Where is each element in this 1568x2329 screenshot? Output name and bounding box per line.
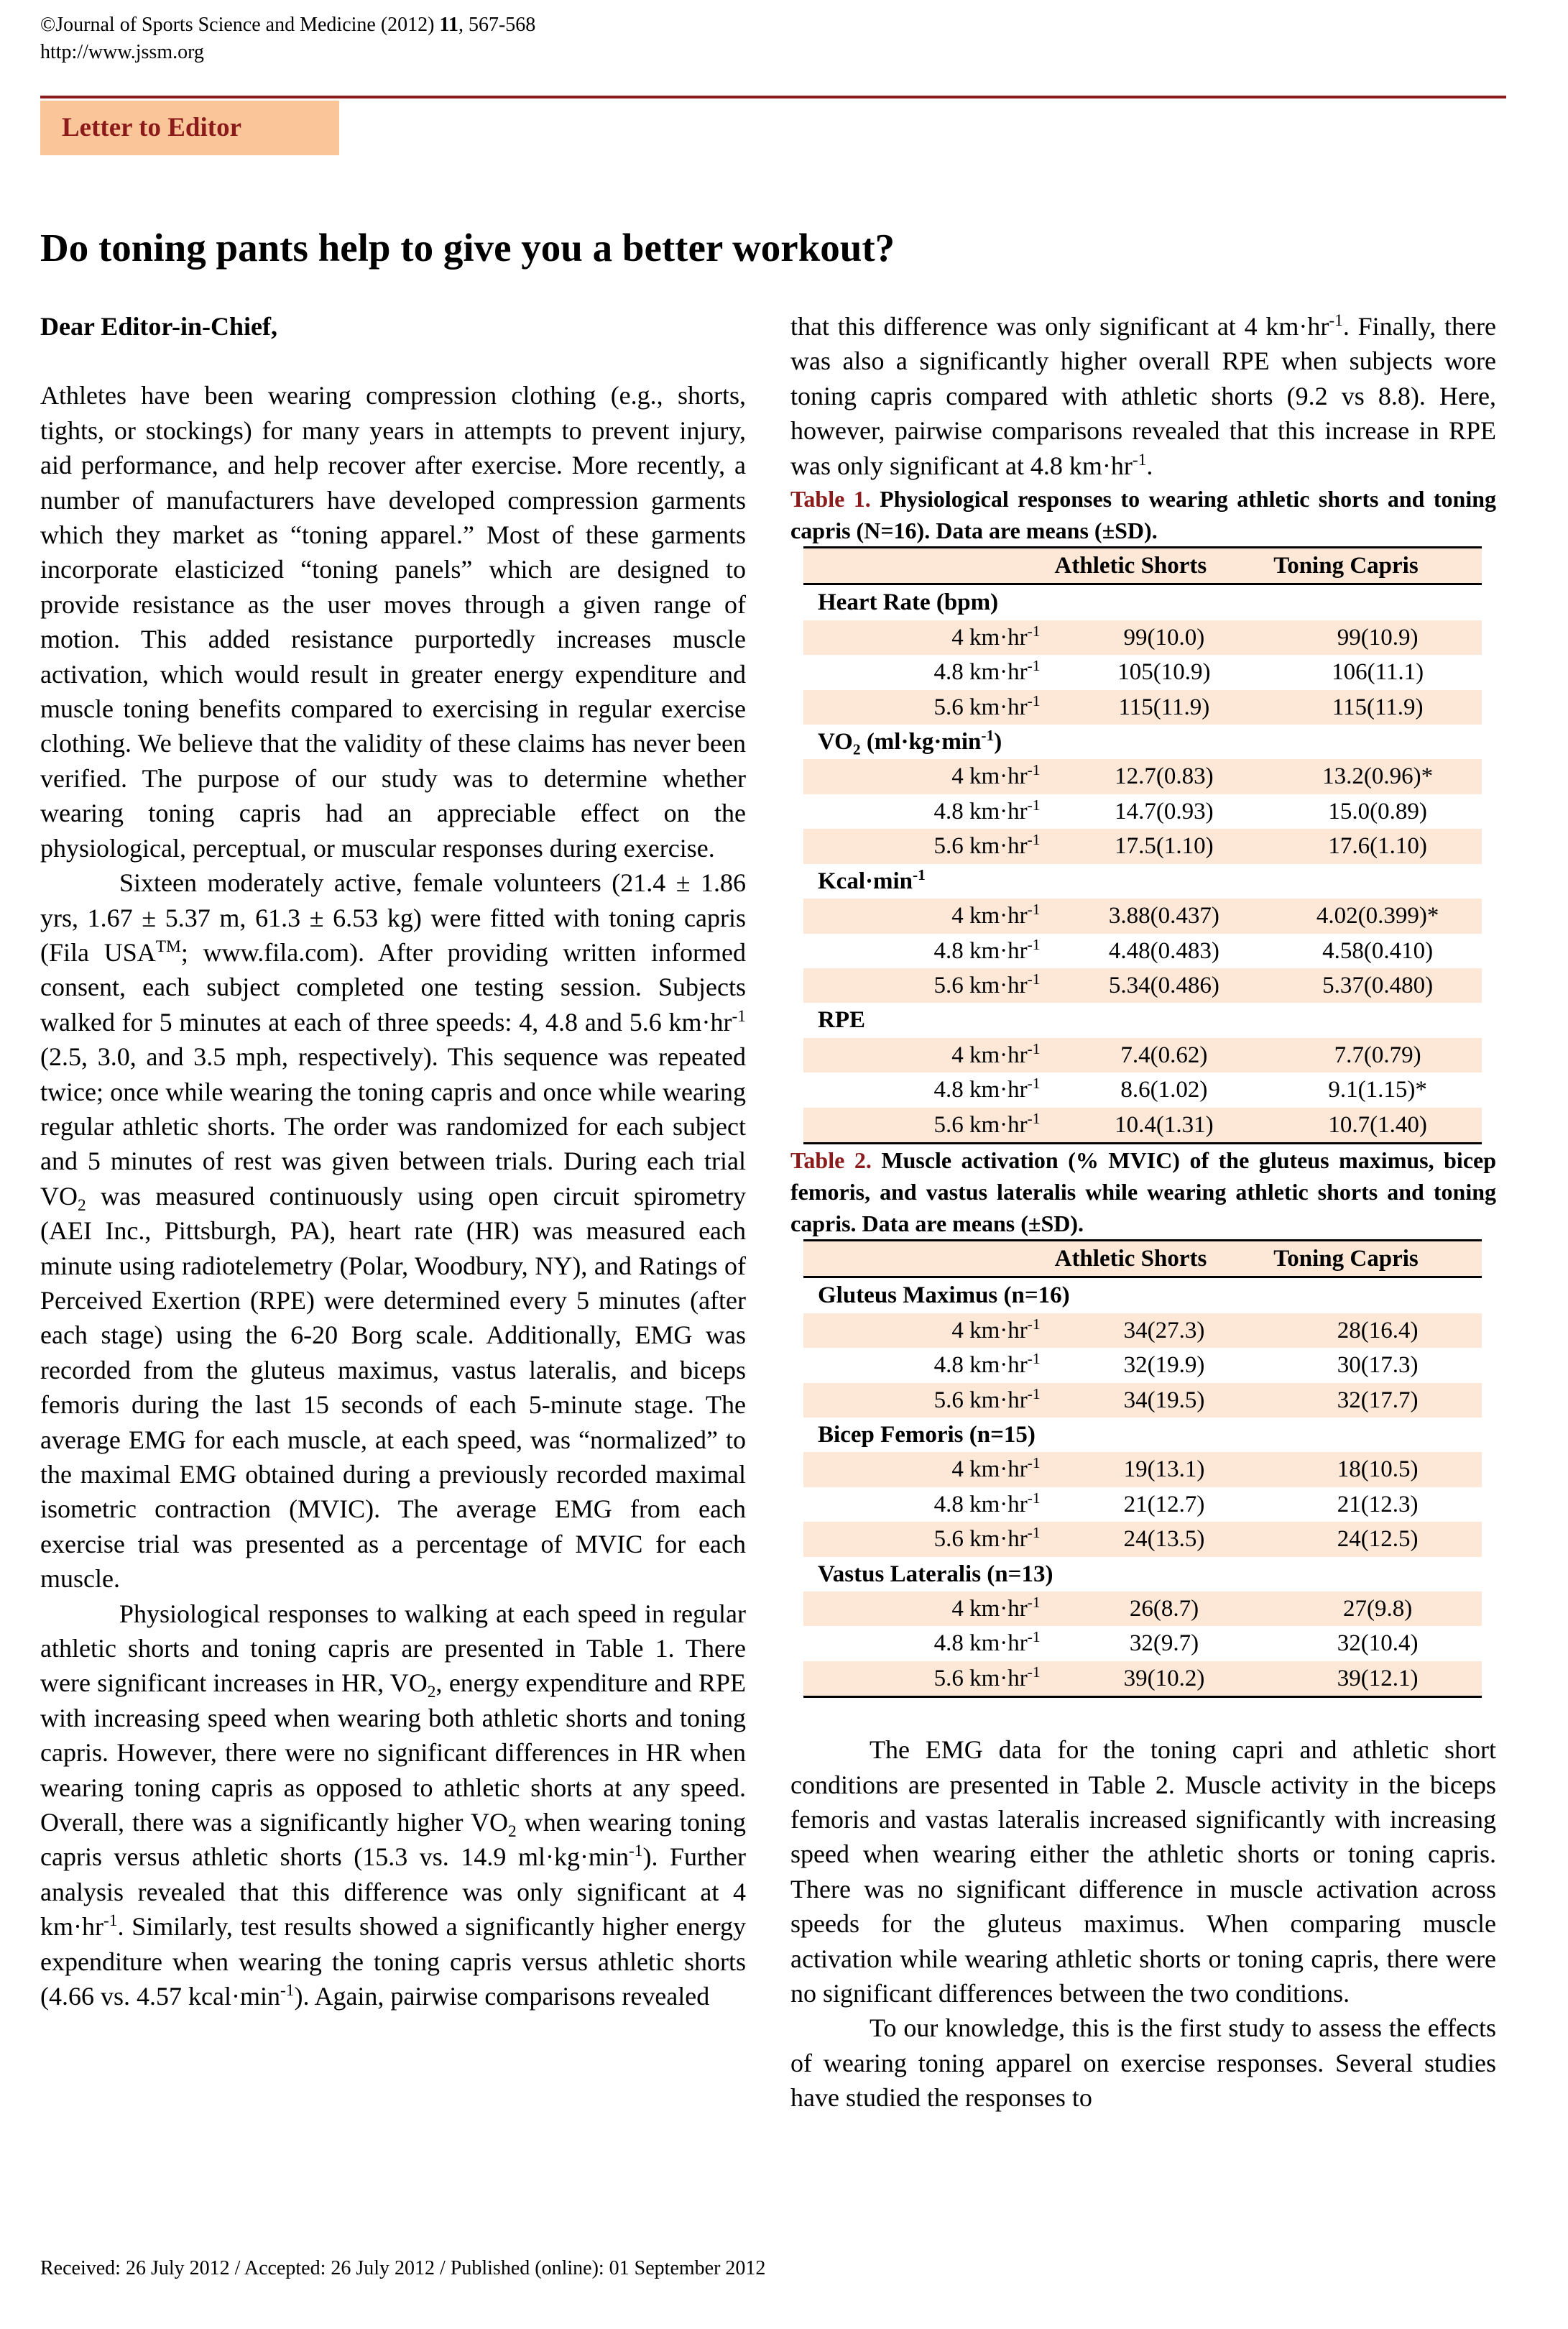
paragraph-results: Physiological responses to walking at each speed in regular athletic shorts and toning capris are presented in Table 1. There were significant increases in HR, $VO_2$, energy expenditure and RPE with increasing speed when wearing both athletic shorts and toning capris. However, there were no significant differences in HR when wearing toning capris as opposed to athletic shorts at any speed. Overall, there was a significantly higher $VO_2$ when wearing toning capris versus athletic shorts (15.3 vs. 14.9 $ml\cdot kg\cdot\min^{-1}$). Further analysis revealed that this difference was only significant at 4 $km\cdot hr^{-1}$. Similarly, test results showed a significantly higher energy expenditure when wearing the toning capris versus athletic shorts (4.66 vs. 4.57 $kcal\cdot\min^{-1}$). Again, pairwise comparisons revealed xyxy=(40,1599,747,2011)
speed-cell: 5.6 $km\cdot hr^{-1}$ xyxy=(803,1522,1055,1556)
table1-table-row xyxy=(803,759,1482,794)
toning-capris-cell: 27(9.8) xyxy=(1273,1591,1482,1626)
table1-group-label: RPE xyxy=(818,1007,865,1034)
toning-capris-cell: 32(17.7) xyxy=(1273,1383,1482,1418)
paragraph-discussion: To our knowledge, this is the first study to assess the effects of wearing toning apparel on exercise responses. Several studies have studied the responses to xyxy=(790,2013,1496,2113)
speed-cell: 4.8 $km\cdot hr^{-1}$ xyxy=(933,1075,1041,1103)
toning-capris-cell: 18(10.5) xyxy=(1273,1452,1482,1487)
table2-table-row xyxy=(803,1591,1482,1626)
table2-table-row xyxy=(803,1313,1482,1348)
table1-table-row xyxy=(803,1038,1482,1072)
toning-capris-cell: 15.0(0.89) xyxy=(1328,798,1427,824)
table2-table-row xyxy=(803,1452,1482,1487)
athletic-shorts-cell: 105(10.9) xyxy=(1117,659,1211,686)
speed-cell: 4.8 $km\cdot hr^{-1}$ xyxy=(933,796,1041,824)
athletic-shorts-cell: 4.48(0.483) xyxy=(1108,937,1219,964)
athletic-shorts-cell: 26(8.7) xyxy=(1055,1591,1274,1626)
table1-label: Table 1. xyxy=(790,486,871,513)
toning-capris-cell: 9.1(1.15)* xyxy=(1328,1077,1427,1103)
table1-table-row xyxy=(803,655,1482,689)
table1-caption-text: Physiological responses to wearing athletic shorts and toning capris (N=16). Data are means (±SD). xyxy=(790,486,1497,544)
table1-table-row xyxy=(803,829,1482,863)
speed-cell: 5.6 $km\cdot hr^{-1}$ xyxy=(803,968,1055,1003)
toning-capris-cell: 99(10.9) xyxy=(1273,620,1482,655)
table1-group-label: $Kcal\cdot\min^{-1}$ xyxy=(818,865,926,894)
table2-table-row xyxy=(803,1383,1482,1418)
article-title: Do toning pants help to give you a better workout? xyxy=(40,226,895,270)
salutation: Dear Editor-in-Chief, xyxy=(40,312,277,341)
paragraph-emg: The EMG data for the toning capri and athletic short conditions are presented in Table 2. Muscle activity in the biceps femoris and vastas lateralis increased significantly with increasing speed when wearing either the athletic shorts or toning capris. There was no significant difference in muscle activation across speeds for the gluteus maximus. When comparing muscle activation while wearing athletic shorts or toning capris, there were no significant differences between the two conditions. xyxy=(790,1735,1496,2008)
speed-cell: 5.6 $km\cdot hr^{-1}$ xyxy=(803,1383,1055,1418)
speed-cell: 4.8 $km\cdot hr^{-1}$ xyxy=(933,935,1041,964)
table1-group-row xyxy=(803,864,1482,899)
athletic-shorts-cell: 34(27.3) xyxy=(1055,1313,1274,1348)
table1-table-row xyxy=(803,794,1482,829)
speed-cell: 4 $km\cdot hr^{-1}$ xyxy=(803,620,1055,655)
speed-cell: 5.6 $km\cdot hr^{-1}$ xyxy=(803,1661,1055,1697)
header-rule xyxy=(40,96,1506,98)
speed-cell: 4 $km\cdot hr^{-1}$ xyxy=(803,899,1055,933)
table2-label: Table 2. xyxy=(790,1147,872,1173)
toning-capris-cell: 17.6(1.10) xyxy=(1273,829,1482,863)
table1-table-row xyxy=(803,620,1482,655)
athletic-shorts-cell: 19(13.1) xyxy=(1055,1452,1274,1487)
speed-cell: 4 $km\cdot hr^{-1}$ xyxy=(803,1313,1055,1348)
athletic-shorts-cell: 21(12.7) xyxy=(1123,1491,1205,1517)
table2-caption xyxy=(790,1144,1496,1239)
speed-cell: 4 $km\cdot hr^{-1}$ xyxy=(803,1038,1055,1072)
table2-group-row xyxy=(803,1277,1482,1313)
athletic-shorts-cell: 34(19.5) xyxy=(1055,1383,1274,1418)
journal-header xyxy=(40,12,535,66)
paragraph-intro: Athletes have been wearing compression clothing (e.g., shorts, tights, or stockings) for many years in attempts to prevent injury, aid performance, and help recover after exercise. More recently, a number of manufacturers have developed compression garments which they market as “toning apparel.” Most of these garments incorporate elasticized “toning panels” which are designed to provide resistance as the user moves through a given range of motion. This added resistance purportedly increases muscle activation, which would result in greater energy expenditure and muscle toning benefits compared to exercising in regular exercise clothing. We believe that the validity of these claims has never been verified. The purpose of our study was to determine whether wearing toning capris had an appreciable effect on the physiological, perceptual, or muscular responses during exercise. xyxy=(40,381,746,863)
journal-citation: ©Journal of Sports Science and Medicine (2012) 11, 567-568 xyxy=(40,14,536,36)
toning-capris-cell: 115(11.9) xyxy=(1273,690,1482,725)
table2-table-row xyxy=(803,1626,1482,1660)
speed-cell: 5.6 $km\cdot hr^{-1}$ xyxy=(803,1108,1055,1144)
athletic-shorts-cell: 7.4(0.62) xyxy=(1055,1038,1274,1072)
athletic-shorts-cell: 3.88(0.437) xyxy=(1055,899,1274,933)
athletic-shorts-cell: 24(13.5) xyxy=(1055,1522,1274,1556)
speed-cell: 4.8 $km\cdot hr^{-1}$ xyxy=(933,1489,1041,1517)
speed-cell: 4 $km\cdot hr^{-1}$ xyxy=(803,759,1055,794)
toning-capris-cell: 4.02(0.399)* xyxy=(1273,899,1482,933)
table2-group-label: Vastus Lateralis (n=13) xyxy=(818,1561,1053,1587)
toning-capris-cell: 13.2(0.96)* xyxy=(1273,759,1482,794)
athletic-shorts-cell: 10.4(1.31) xyxy=(1055,1108,1274,1144)
athletic-shorts-cell: 32(9.7) xyxy=(1129,1630,1199,1657)
athletic-shorts-cell: 99(10.0) xyxy=(1055,620,1274,655)
toning-capris-cell: 5.37(0.480) xyxy=(1273,968,1482,1003)
speed-cell: 4.8 $km\cdot hr^{-1}$ xyxy=(933,1628,1041,1657)
toning-capris-cell: 10.7(1.40) xyxy=(1273,1108,1482,1144)
table1-group-label: Heart Rate (bpm) xyxy=(818,589,999,616)
table1 xyxy=(803,546,1482,1144)
toning-capris-cell: 106(11.1) xyxy=(1332,659,1424,686)
toning-capris-cell: 4.58(0.410) xyxy=(1322,937,1434,964)
table1-table-row xyxy=(803,899,1482,933)
toning-capris-cell: 24(12.5) xyxy=(1273,1522,1482,1556)
table2-caption-text: Muscle activation (% MVIC) of the gluteus maximus, bicep femoris, and vastus lateralis while wearing athletic shorts and toning capris. Data are means (±SD). xyxy=(790,1147,1497,1236)
table1-group-label: $VO_2$ $(ml\cdot kg\cdot\min^{-1})$ xyxy=(818,727,1002,758)
footer-dates: Received: 26 July 2012 / Accepted: 26 July 2012 / Published (online): 01 September 2012 xyxy=(40,2257,766,2279)
speed-cell: 4 $km\cdot hr^{-1}$ xyxy=(803,1452,1055,1487)
table1-caption xyxy=(790,483,1496,546)
table1-table-row xyxy=(803,968,1482,1003)
table1-table-row xyxy=(803,690,1482,725)
athletic-shorts-cell: 14.7(0.93) xyxy=(1115,798,1214,824)
table1-col-header-1: Athletic Shorts xyxy=(1055,548,1274,584)
table1-group-row xyxy=(803,584,1482,620)
table2-col-header-2: Toning Capris xyxy=(1273,1240,1482,1277)
athletic-shorts-cell: 8.6(1.02) xyxy=(1120,1077,1208,1103)
table1-group-row xyxy=(803,725,1482,759)
toning-capris-cell: 32(10.4) xyxy=(1337,1630,1419,1657)
table2-group-label: Bicep Femoris (n=15) xyxy=(818,1421,1036,1448)
journal-url[interactable]: http://www.jssm.org xyxy=(40,41,204,63)
table1-table-row xyxy=(803,1108,1482,1144)
table2-col-header-1: Athletic Shorts xyxy=(1055,1240,1274,1277)
table2-group-label: Gluteus Maximus (n=16) xyxy=(818,1282,1070,1309)
speed-cell: 5.6 $km\cdot hr^{-1}$ xyxy=(803,690,1055,725)
toning-capris-cell: 7.7(0.79) xyxy=(1273,1038,1482,1072)
speed-cell: 4.8 $km\cdot hr^{-1}$ xyxy=(933,1350,1041,1379)
table2-table-row xyxy=(803,1348,1482,1382)
athletic-shorts-cell: 5.34(0.486) xyxy=(1055,968,1274,1003)
toning-capris-cell: 30(17.3) xyxy=(1337,1352,1419,1379)
paragraph-methods: Sixteen moderately active, female volunteers (21.4 ± 1.86 yrs, 1.67 ± 5.37 m, 61.3 ± 6.53 kg) were fitted with toning capris (Fila USA™; www.fila.com). After providing written informed consent, each subject completed one testing session. Subjects walked for 5 minutes at each of three speeds: 4, 4.8 and 5.6 $km\cdot hr^{-1}$ (2.5, 3.0, and 3.5 mph, respectively). This sequence was repeated twice; once while wearing the toning capris and once while wearing regular athletic shorts. The order was randomized for each subject and 5 minutes of rest was given between trials. During each trial $VO_2$ was measured continuously using open circuit spirometry (AEI Inc., Pittsburgh, PA), heart rate (HR) was measured each minute using radiotelemetry (Polar, Woodbury, NY), and Ratings of Perceived Exertion (RPE) were determined every 5 minutes (after each stage) using the 6-20 Borg scale. Additionally, EMG was recorded from the gluteus maximus, vastus lateralis, and biceps femoris during the last 15 seconds of each 5-minute stage. The average EMG for each muscle, at each speed, was “normalized” to the maximal EMG obtained during a previously recorded maximal isometric contraction (MVIC). The average EMG from each exercise trial was presented as a percentage of MVIC for each muscle. xyxy=(40,868,746,1594)
athletic-shorts-cell: 39(10.2) xyxy=(1055,1661,1274,1697)
table1-table-row xyxy=(803,934,1482,968)
athletic-shorts-cell: 12.7(0.83) xyxy=(1055,759,1274,794)
table2-table-row xyxy=(803,1661,1482,1697)
athletic-shorts-cell: 32(19.9) xyxy=(1123,1352,1205,1379)
athletic-shorts-cell: 115(11.9) xyxy=(1055,690,1274,725)
speed-cell: 4.8 $km\cdot hr^{-1}$ xyxy=(933,657,1041,686)
athletic-shorts-cell: 17.5(1.10) xyxy=(1055,829,1274,863)
table2-table-row xyxy=(803,1487,1482,1522)
table1-col-header-2: Toning Capris xyxy=(1273,548,1482,584)
table1-group-row xyxy=(803,1003,1482,1037)
section-tag: Letter to Editor xyxy=(40,101,339,155)
speed-cell: 5.6 $km\cdot hr^{-1}$ xyxy=(803,829,1055,863)
table1-col-header-0 xyxy=(803,548,1055,584)
table2-table-row xyxy=(803,1522,1482,1556)
toning-capris-cell: 39(12.1) xyxy=(1273,1661,1482,1697)
speed-cell: 4 $km\cdot hr^{-1}$ xyxy=(803,1591,1055,1626)
table2-col-header-0 xyxy=(803,1240,1055,1277)
table2 xyxy=(803,1239,1482,1698)
table2-group-row xyxy=(803,1418,1482,1452)
toning-capris-cell: 28(16.4) xyxy=(1273,1313,1482,1348)
table2-group-row xyxy=(803,1557,1482,1591)
toning-capris-cell: 21(12.3) xyxy=(1337,1491,1419,1517)
right-column xyxy=(790,309,1496,2116)
table1-table-row xyxy=(803,1072,1482,1107)
left-column xyxy=(40,309,746,2014)
paragraph-results-cont: that this difference was only significant at 4 $km\cdot hr^{-1}$. Finally, there was also a significantly higher overall RPE when subjects wore toning capris compared with athletic shorts (9.2 vs 8.8). Here, however, pairwise comparisons revealed that this increase in RPE was only significant at 4.8 $km\cdot hr^{-1}$. xyxy=(790,311,1496,480)
